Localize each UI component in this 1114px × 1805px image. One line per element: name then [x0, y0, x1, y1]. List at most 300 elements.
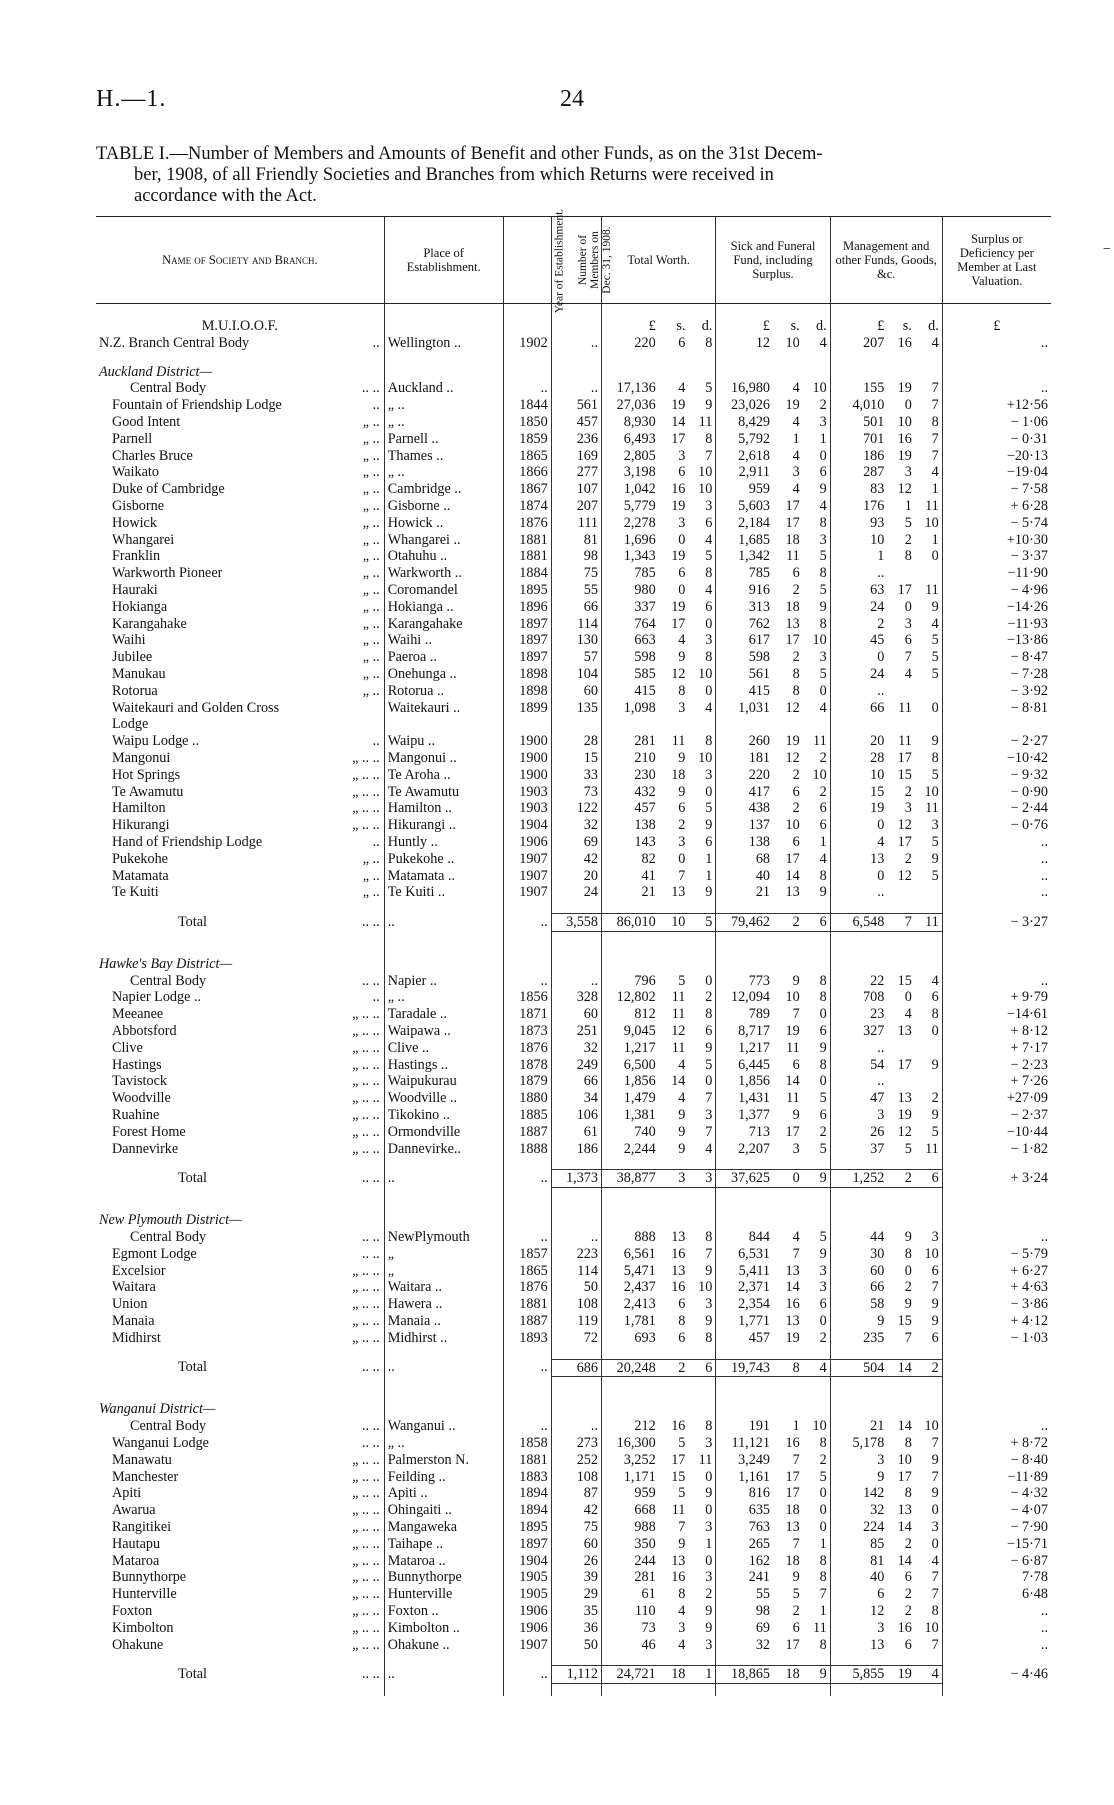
total-worth-pounds: 1,381: [601, 1107, 658, 1124]
management-fund-shillings: 6: [904, 632, 912, 649]
management-fund-pence: 4: [915, 1666, 942, 1684]
total-worth-shillings: 2: [659, 1359, 689, 1377]
management-fund-shillings: 17: [897, 1468, 912, 1485]
surplus-deficiency: + 4·63: [942, 1279, 1051, 1296]
management-fund-pounds: 12: [830, 1603, 887, 1620]
place-of-establishment: ..: [384, 1666, 503, 1684]
management-fund-shillings: 2: [904, 1602, 912, 1619]
spacer-cell: [601, 1389, 658, 1401]
table-row: [96, 532, 1051, 549]
management-fund-pence: 10: [924, 783, 939, 800]
spacer-cell: [803, 1389, 830, 1401]
spacer-cell: [551, 1684, 601, 1697]
management-fund-pounds: ..: [830, 884, 887, 901]
sick-funeral-fund-pounds: 2,618: [716, 448, 773, 465]
table-header-row: [96, 217, 1051, 304]
lodge-name-cell: [96, 1637, 384, 1654]
sick-funeral-fund-pence: 6: [819, 800, 827, 817]
spacer-cell: [384, 352, 503, 364]
spacer-cell: [830, 1684, 887, 1697]
spacer-cell: [551, 1200, 601, 1212]
member-count: 236: [551, 431, 601, 448]
spacer-cell: [887, 352, 914, 364]
place-of-establishment: Coromandel: [384, 582, 503, 599]
sick-funeral-fund-shillings: 5: [792, 1586, 800, 1603]
spacer-cell: [716, 944, 773, 956]
leader-dots: „ .. ..: [352, 1073, 380, 1090]
lodge-name-cell: [96, 1485, 384, 1502]
year-established: 1881: [503, 532, 551, 549]
sick-funeral-fund-pounds: 1,685: [716, 532, 773, 549]
management-fund-pounds: 13: [830, 1637, 887, 1654]
management-fund-shillings: 6: [904, 1636, 912, 1653]
year-established: 1897: [503, 632, 551, 649]
empty-cell: [830, 1401, 887, 1418]
spacer-cell: [384, 1377, 503, 1390]
total-worth-shillings: 4: [678, 1602, 686, 1619]
lodge-name: Central Body: [130, 972, 207, 989]
year-established: 1902: [503, 335, 551, 352]
spacer-cell: [773, 1653, 803, 1666]
management-fund-pence: 6: [931, 1262, 939, 1279]
total-worth-pence: 9: [705, 1262, 713, 1279]
place-of-establishment: Wanganui ..: [384, 1418, 503, 1435]
place-of-establishment: Napier ..: [384, 973, 503, 990]
year-established: 1873: [503, 1023, 551, 1040]
lodge-name-cell: [96, 1536, 384, 1553]
lodge-name-cell: [96, 335, 384, 352]
spacer-cell: [384, 1188, 503, 1201]
spacer-cell: [830, 1188, 887, 1201]
management-fund-pence: 9: [931, 1313, 939, 1330]
table-row: [96, 414, 1051, 431]
management-fund-pence: 2: [915, 1359, 942, 1377]
leader-dots: .. ..: [361, 1245, 380, 1262]
management-fund-pence: 9: [931, 1451, 939, 1468]
member-count: 75: [551, 1519, 601, 1536]
surplus-deficiency: + 6·28: [942, 498, 1051, 515]
sick-funeral-fund-shillings: 18: [785, 598, 800, 615]
lodge-name-cell: [96, 1279, 384, 1296]
management-fund-pounds: 3: [830, 1620, 887, 1637]
management-fund-pounds: 5,855: [830, 1666, 887, 1684]
table-row: [96, 817, 1051, 834]
total-worth-shillings: 14: [671, 1073, 686, 1090]
total-worth-pence: 9: [705, 1485, 713, 1502]
total-worth-pence: 7: [705, 1245, 713, 1262]
lodge-name-cell: [96, 868, 384, 885]
place-of-establishment: Apiti ..: [384, 1485, 503, 1502]
year-established: 1885: [503, 1107, 551, 1124]
lodge-name: Howick: [112, 514, 157, 531]
place-of-establishment: Whangarei ..: [384, 532, 503, 549]
sick-funeral-fund-pence: 6: [803, 914, 830, 932]
leader-dots: „ .. ..: [352, 1329, 380, 1346]
table-row: [96, 548, 1051, 565]
lodge-name: Manaia: [112, 1313, 155, 1330]
management-fund-pounds: 19: [830, 800, 887, 817]
lodge-name: Union: [112, 1296, 148, 1313]
spacer-cell: [716, 352, 773, 364]
total-worth-shillings: 19: [671, 598, 686, 615]
management-fund-shillings: 3: [904, 800, 912, 817]
lodge-name: Manukau: [112, 665, 166, 682]
total-worth-pounds: 785: [601, 565, 658, 582]
total-worth-pounds: 585: [601, 666, 658, 683]
year-established: 1884: [503, 565, 551, 582]
total-worth-pounds: 350: [601, 1536, 658, 1553]
spacer-cell: [688, 901, 715, 914]
spacer-cell: [773, 1684, 803, 1697]
place-of-establishment: Waitekauri ..: [384, 700, 503, 717]
spacer-cell: [503, 1684, 551, 1697]
management-fund-pence: [915, 565, 942, 582]
spacer-cell: [96, 1377, 384, 1390]
management-fund-shillings: 15: [897, 766, 912, 783]
place-of-establishment: „ ..: [384, 989, 503, 1006]
total-worth-pence: 4: [705, 1140, 713, 1157]
surplus-deficiency: − 1·06: [942, 414, 1051, 431]
total-worth-pounds: 16,300: [601, 1435, 658, 1452]
year-established: 1887: [503, 1313, 551, 1330]
spacer-cell: [830, 901, 887, 914]
lodge-name-cell: [96, 800, 384, 817]
member-count: 24: [551, 884, 601, 901]
sick-funeral-fund-pence: 1: [819, 833, 827, 850]
management-fund-pence: 2: [931, 1090, 939, 1107]
management-fund-pence: 5: [931, 632, 939, 649]
management-fund-pence: 6: [931, 989, 939, 1006]
spacer-cell: [915, 1188, 942, 1201]
management-fund-shillings: 0: [904, 598, 912, 615]
total-worth-pounds: 2,805: [601, 448, 658, 465]
management-fund-pounds: 40: [830, 1569, 887, 1586]
total-worth-pounds: 432: [601, 784, 658, 801]
spacer-cell: [503, 1157, 551, 1170]
surplus-deficiency: ..: [942, 1637, 1051, 1654]
sick-funeral-fund-shillings: 9: [792, 1569, 800, 1586]
leader-dots: .. ..: [361, 1169, 380, 1186]
col-header-surplus: Surplus or Deficiency per Member at Last Valuation.: [942, 217, 1051, 304]
total-worth-shillings: 11: [671, 733, 686, 750]
lodge-name-cell: [96, 1452, 384, 1469]
leader-dots: „ ..: [362, 464, 380, 481]
surplus-deficiency: − 2·44: [942, 800, 1051, 817]
sick-funeral-fund-shillings: 6: [792, 565, 800, 582]
management-fund-pounds: 13: [830, 851, 887, 868]
leader-dots: „ ..: [362, 430, 380, 447]
lodge-name: Woodville: [112, 1090, 171, 1107]
lodge-name: Te Awamutu: [112, 783, 184, 800]
spacer-cell: [716, 1377, 773, 1390]
total-worth-shillings: 11: [671, 1039, 686, 1056]
unit-shilling: s.: [676, 318, 686, 334]
empty-cell: [384, 364, 503, 381]
management-fund-pounds: 66: [830, 700, 887, 717]
sick-funeral-fund-pounds: 260: [716, 733, 773, 750]
spacer-cell: [96, 1157, 384, 1170]
sick-funeral-fund-pounds: 137: [716, 817, 773, 834]
management-fund-pence: 4: [931, 464, 939, 481]
total-worth-shillings: 6: [678, 565, 686, 582]
sick-funeral-fund-pounds: 1,342: [716, 548, 773, 565]
leader-dots: „ .. ..: [352, 1262, 380, 1279]
member-count: 26: [551, 1553, 601, 1570]
place-of-establishment: Auckland ..: [384, 380, 503, 397]
empty-cell: [915, 716, 942, 733]
leader-dots: „ .. ..: [352, 1468, 380, 1485]
sick-funeral-fund-shillings: 2: [792, 649, 800, 666]
year-established: 1900: [503, 767, 551, 784]
total-worth-pence: 4: [705, 531, 713, 548]
sick-funeral-fund-pence: 5: [819, 581, 827, 598]
table-row: [96, 1502, 1051, 1519]
surplus-deficiency: − 1·03: [942, 1330, 1051, 1347]
spacer-cell: [659, 1157, 689, 1170]
total-worth-pence: 9: [705, 1313, 713, 1330]
year-established: 1850: [503, 414, 551, 431]
sick-funeral-fund-pounds: 191: [716, 1418, 773, 1435]
lodge-name-cell: [96, 1229, 384, 1246]
management-fund-pounds: 44: [830, 1229, 887, 1246]
place-of-establishment: Foxton ..: [384, 1603, 503, 1620]
district-total-row: [96, 914, 1051, 932]
total-worth-shillings: 14: [671, 413, 686, 430]
management-fund-shillings: 13: [897, 1090, 912, 1107]
sick-funeral-fund-pence: 2: [819, 1329, 827, 1346]
lodge-name: Waitekauri and Golden Cross: [112, 699, 280, 716]
total-worth-pence: 2: [705, 989, 713, 1006]
empty-cell: [688, 716, 715, 733]
empty-cell: [915, 1401, 942, 1418]
sick-funeral-fund-shillings: 14: [785, 1279, 800, 1296]
total-worth-pounds: 73: [601, 1620, 658, 1637]
units-row: [96, 304, 1051, 335]
friendly-societies-table: [96, 208, 1051, 1696]
table-row: [96, 700, 1051, 717]
table-row: [96, 380, 1051, 397]
leader-dots: „ .. ..: [352, 1586, 380, 1603]
sick-funeral-fund-pence: 0: [819, 447, 827, 464]
spacer-cell: [601, 352, 658, 364]
leader-dots: „ ..: [362, 413, 380, 430]
lodge-name-cell: [96, 700, 384, 717]
total-worth-pence: 3: [705, 1435, 713, 1452]
lodge-name: Central Body: [130, 380, 207, 397]
total-worth-pounds: 24,721: [601, 1666, 658, 1684]
sick-funeral-fund-pounds: 79,462: [716, 914, 773, 932]
total-worth-shillings: 5: [678, 1485, 686, 1502]
place-of-establishment: Mangaweka: [384, 1519, 503, 1536]
member-count: 32: [551, 1040, 601, 1057]
year-established: 1903: [503, 800, 551, 817]
management-fund-pounds: 37: [830, 1141, 887, 1158]
management-fund-pounds: ..: [830, 565, 887, 582]
spacer-cell: [601, 1653, 658, 1666]
empty-cell: [659, 364, 689, 381]
spacer-cell: [503, 944, 551, 956]
member-count: 81: [551, 532, 601, 549]
total-worth-shillings: 5: [678, 972, 686, 989]
spacer-cell: [887, 1377, 914, 1390]
lodge-name: Manawatu: [112, 1451, 172, 1468]
place-of-establishment: Mataroa ..: [384, 1553, 503, 1570]
lodge-name-cell: [96, 784, 384, 801]
spacer-cell: [803, 944, 830, 956]
spacer-cell: [96, 1389, 384, 1401]
table-row: [96, 649, 1051, 666]
sick-funeral-fund-pence: 9: [819, 1245, 827, 1262]
management-fund-shillings: 8: [904, 1485, 912, 1502]
spacer-cell: [503, 1653, 551, 1666]
member-count: 57: [551, 649, 601, 666]
member-count: 686: [551, 1359, 601, 1377]
spacer-cell: [688, 1684, 715, 1697]
empty-cell: [773, 1401, 803, 1418]
district-heading-row: [96, 1212, 1051, 1229]
sick-funeral-fund-shillings: 7: [792, 1006, 800, 1023]
total-worth-pence: 8: [705, 334, 713, 351]
management-fund-pounds: 22: [830, 973, 887, 990]
spacer-cell: [773, 352, 803, 364]
management-fund-pounds: 85: [830, 1536, 887, 1553]
total-worth-pounds: 663: [601, 632, 658, 649]
total-worth-shillings: 6: [678, 1296, 686, 1313]
sick-funeral-fund-pounds: 844: [716, 1229, 773, 1246]
total-worth-shillings: 18: [659, 1666, 689, 1684]
total-worth-pounds: 38,877: [601, 1170, 658, 1188]
member-count: 252: [551, 1452, 601, 1469]
lodge-name-cell: [96, 397, 384, 414]
leader-dots: „ .. ..: [352, 1552, 380, 1569]
table-row: [96, 1141, 1051, 1158]
lodge-name-cell: [96, 851, 384, 868]
sick-funeral-fund-pounds: 2,354: [716, 1296, 773, 1313]
spacer-cell: [942, 1377, 1051, 1390]
member-count: ..: [551, 973, 601, 990]
col-header-sick-fund: Sick and Funeral Fund, including Surplus.: [716, 217, 830, 304]
spacer-cell: [915, 1653, 942, 1666]
place-of-establishment: Wellington ..: [384, 335, 503, 352]
lodge-name: Hauraki: [112, 581, 158, 598]
spacer-cell: [915, 1377, 942, 1390]
place-of-establishment: Hikurangi ..: [384, 817, 503, 834]
district-name: Wanganui District—: [99, 1401, 216, 1418]
leader-dots: ..: [372, 397, 380, 414]
leader-dots: „ ..: [362, 481, 380, 498]
sick-funeral-fund-pounds: 1,771: [716, 1313, 773, 1330]
table-row: [96, 1090, 1051, 1107]
management-fund-shillings: 10: [897, 413, 912, 430]
management-fund-pounds: 10: [830, 767, 887, 784]
leader-dots: .. ..: [361, 1418, 380, 1435]
sick-funeral-fund-pence: 2: [819, 1123, 827, 1140]
management-fund-pounds: ..: [830, 1040, 887, 1057]
lodge-name-cell: [96, 989, 384, 1006]
year-established: 1865: [503, 448, 551, 465]
table-row: [96, 1536, 1051, 1553]
place-of-establishment: Te Awamutu: [384, 784, 503, 801]
year-established: 1866: [503, 464, 551, 481]
year-established: ..: [503, 1359, 551, 1377]
total-worth-pounds: 740: [601, 1124, 658, 1141]
management-fund-pounds: 9: [830, 1469, 887, 1486]
management-fund-pence: 0: [931, 1023, 939, 1040]
leader-dots: „ .. ..: [352, 1485, 380, 1502]
member-count: 130: [551, 632, 601, 649]
total-worth-pence: 5: [705, 800, 713, 817]
lodge-name-cell: [96, 380, 384, 397]
total-worth-pounds: 27,036: [601, 397, 658, 414]
member-count: 169: [551, 448, 601, 465]
place-of-establishment: Kimbolton ..: [384, 1620, 503, 1637]
surplus-deficiency: ..: [942, 380, 1051, 397]
place-of-establishment: Feilding ..: [384, 1469, 503, 1486]
empty-cell: [716, 1212, 773, 1229]
sick-funeral-fund-pence: 3: [819, 1262, 827, 1279]
total-worth-pence: 6: [688, 1359, 715, 1377]
table-row: [96, 750, 1051, 767]
sick-funeral-fund-pounds: 1,031: [716, 700, 773, 717]
table-row: [96, 1057, 1051, 1074]
spacer-cell: [688, 1347, 715, 1360]
empty-cell: [384, 956, 503, 973]
spacer-cell: [830, 1200, 887, 1212]
management-fund-shillings: 17: [897, 749, 912, 766]
sick-funeral-fund-pence: 5: [819, 1468, 827, 1485]
management-fund-pounds: 20: [830, 733, 887, 750]
spacer-cell: [96, 352, 384, 364]
lodge-name-cell: [96, 683, 384, 700]
leader-dots: „ .. ..: [352, 1519, 380, 1535]
lodge-name-cell: [96, 464, 384, 481]
sick-funeral-fund-pounds: 773: [716, 973, 773, 990]
surplus-deficiency: ..: [942, 1620, 1051, 1637]
place-of-establishment: Taihape ..: [384, 1536, 503, 1553]
spacer-cell: [942, 1684, 1051, 1697]
table-row: [96, 834, 1051, 851]
surplus-deficiency: − 7·28: [942, 666, 1051, 683]
sick-funeral-fund-shillings: 10: [785, 989, 800, 1006]
spacer-cell: [659, 1200, 689, 1212]
sick-funeral-fund-pounds: 417: [716, 784, 773, 801]
total-worth-shillings: 0: [678, 850, 686, 867]
spacer-cell: [688, 1389, 715, 1401]
surplus-deficiency: − 8·47: [942, 649, 1051, 666]
empty-cell: [942, 1212, 1051, 1229]
member-count: 33: [551, 767, 601, 784]
spacer-cell: [942, 1653, 1051, 1666]
leader-dots: „ .. ..: [352, 1636, 380, 1653]
sick-funeral-fund-pounds: 5,603: [716, 498, 773, 515]
management-fund-pounds: 60: [830, 1263, 887, 1280]
total-worth-pence: 10: [698, 481, 713, 498]
member-count: 34: [551, 1090, 601, 1107]
lodge-name: Forest Home: [112, 1123, 186, 1140]
sick-funeral-fund-shillings: 8: [792, 665, 800, 682]
surplus-deficiency: − 2·37: [942, 1107, 1051, 1124]
spacer-cell: [830, 1653, 887, 1666]
surplus-deficiency: − 8·40: [942, 1452, 1051, 1469]
table-row: [96, 448, 1051, 465]
year-established: 1907: [503, 1637, 551, 1654]
lodge-name: Manchester: [112, 1468, 179, 1485]
year-established: 1883: [503, 1469, 551, 1486]
sick-funeral-fund-shillings: 2: [773, 914, 803, 932]
year-established: 1896: [503, 599, 551, 616]
management-fund-shillings: [887, 1073, 914, 1090]
lodge-name: Parnell: [112, 430, 153, 447]
